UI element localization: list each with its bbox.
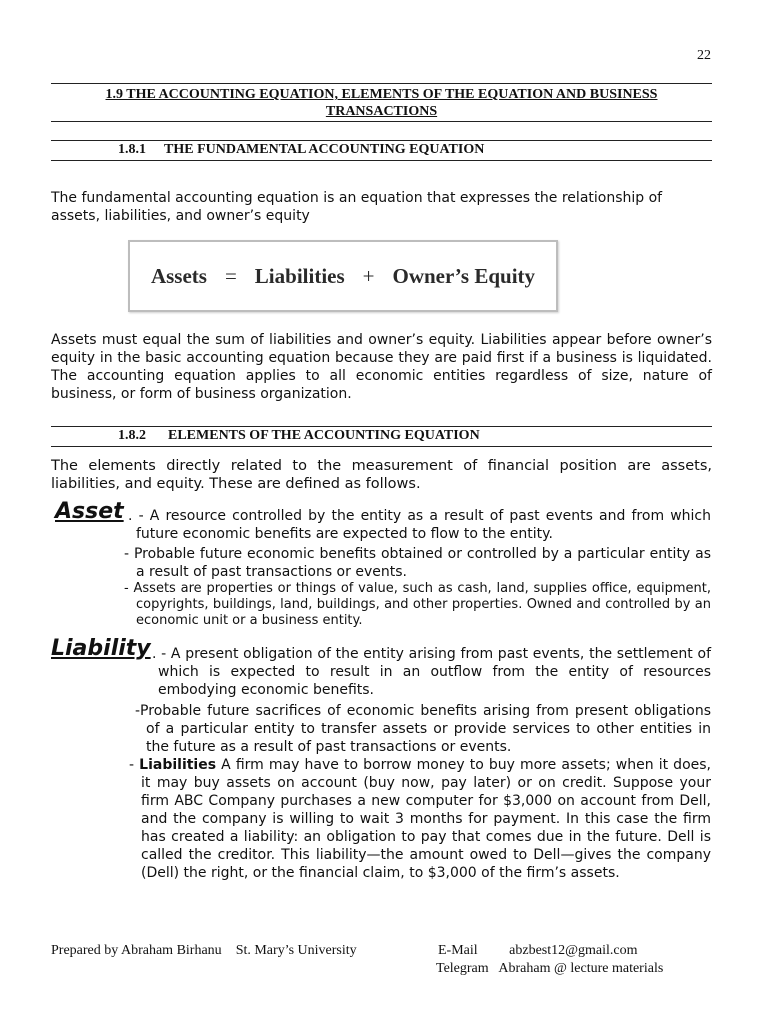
equation-owners-equity: Owner’s Equity [392,263,536,288]
section-181-bottom-rule [51,160,712,161]
liability-definition-3-bold: Liabilities [139,757,217,773]
liability-definition-1: . - A present obligation of the entity arising from past events, the settlement of which is expected to result in an outflow from the entity of resources embodying economic benefits. [152,646,711,698]
asset-definition-1: . - A resource controlled by the entity as a result of past events and from which future economic benefits are expected to flow to the entity. [128,508,711,542]
page-number: 22 [697,48,711,63]
section-182-bottom-rule [51,446,712,447]
equation-plus: + [362,263,375,288]
section-181-intro: The fundamental accounting equation is an equation that expresses the relationship of assets, liabilities, and owner’s equity [51,190,663,224]
asset-definition-3: - Assets are properties or things of value, such as cash, land, supplies office, equipment, copyrights, buildings, land, buildings, and other properties. Owned and controlled by an economic unit or a business entity. [124,581,711,628]
liability-definition-3-text: A firm may have to borrow money to buy more assets; when it does, it may buy assets on account (buy now, pay later) or on credit. Suppose your firm ABC Company purchases a new computer for $3,000 on account from Dell, and the company is willing to wait 3 months for payment. In this case the firm has created a liability: an obligation to pay that comes due in the future. Dell is called the creditor. This liability—the amount owed to Dell—gives the company (Dell) the right, or the financial claim, to $3,000 of the firm’s assets. [141,757,711,881]
section-181-heading [118,142,484,158]
footer-author [51,943,357,959]
footer-prepared-by: Prepared by Abraham Birhanu [51,943,222,958]
section-182-top-rule [51,426,712,427]
footer-telegram-label: Telegram [436,961,489,976]
page-title-line-1: 1.9 THE ACCOUNTING EQUATION, ELEMENTS OF THE EQUATION AND BUSINESS [105,87,658,102]
section-181-title: THE FUNDAMENTAL ACCOUNTING EQUATION [164,142,485,157]
equation-liabilities: Liabilities [254,263,345,288]
heading-top-rule [51,83,712,84]
asset-definition-2: - Probable future economic benefits obtained or controlled by a particular entity as a result of past transactions or events. [124,546,711,580]
equation-figure [128,240,558,312]
equation-assets: Assets [150,263,207,288]
footer-email [438,943,638,959]
page-title [51,86,712,120]
footer-university: St. Mary’s University [235,943,357,958]
liability-definition-3 [129,756,711,882]
section-181-number: 1.8.1 [118,142,146,157]
footer-telegram [436,961,663,977]
liability-term: Liability [51,636,151,661]
section-182-heading [118,428,480,444]
section-182-title: ELEMENTS OF THE ACCOUNTING EQUATION [168,428,480,443]
liability-definition-3-dash: - [129,757,140,773]
footer-email-address: abzbest12@gmail.com [509,943,638,958]
section-181-explanation: Assets must equal the sum of liabilities and owner’s equity. Liabilities appear before owner’s equity in the basic accounting equation because they are paid first if a business is liquidated. The accounting equation applies to all economic entities regardless of size, nature of business, or form of business organization. [51,332,712,402]
page-title-line-2: TRANSACTIONS [325,104,438,119]
section-182-intro: The elements directly related to the measurement of financial position are assets, liabilities, and equity. These are defined as follows. [51,458,712,492]
asset-term: Asset [55,499,124,524]
equation-equals: = [224,263,237,288]
heading-bottom-rule [51,121,712,122]
section-181-top-rule [51,140,712,141]
footer-telegram-handle: Abraham @ lecture materials [498,961,664,976]
footer-email-label: E-Mail [438,943,478,958]
liability-definition-2: -Probable future sacrifices of economic benefits arising from present obligations of a particular entity to transfer assets or provide services to other entities in the future as a result of past transactions or events. [135,703,711,755]
section-182-number: 1.8.2 [118,428,146,443]
